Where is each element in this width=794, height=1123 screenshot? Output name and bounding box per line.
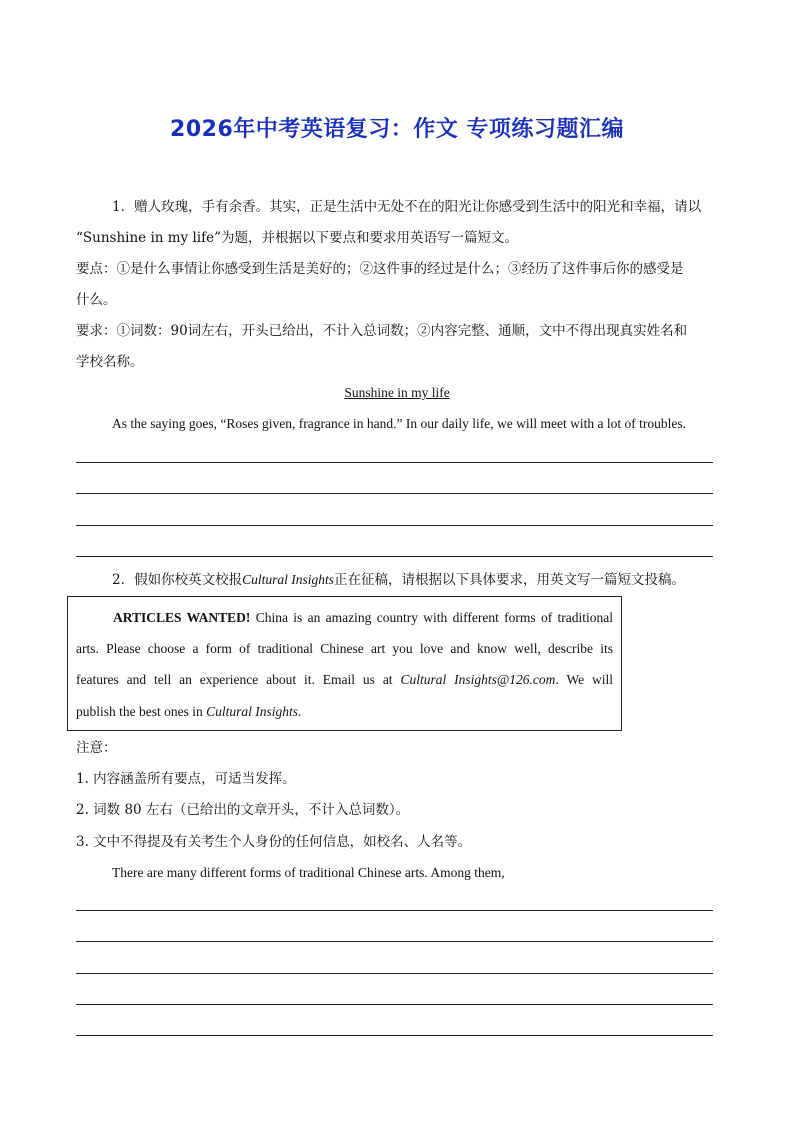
q1-prompt-line2: “Sunshine in my life”为题，并根据以下要点和要求用英语写一篇短文。 (76, 230, 518, 246)
box-line-4-end: . (298, 704, 302, 719)
q2-prompt-end: 正在征稿，请根据以下具体要求，用英文写一篇短文投稿。 (333, 572, 685, 588)
q1-essay-opening: As the saying goes, “Roses given, fragrance in hand.” In our daily life, we will meet with a lot of troubles. (112, 416, 686, 431)
q1-requirements-line2: 学校名称。 (76, 354, 144, 370)
box-heading: ARTICLES WANTED! (113, 610, 251, 625)
answer-line (76, 910, 713, 911)
notes-label: 注意： (76, 740, 117, 756)
answer-line (76, 525, 713, 526)
box-email: Cultural Insights@126.com (400, 672, 556, 687)
articles-wanted-box (67, 596, 622, 731)
note-item: 1. 内容涵盖所有要点，可适当发挥。 (76, 771, 296, 787)
q1-prompt-line1: 1．赠人玫瑰，手有余香。其实，正是生活中无处不在的阳光让你感受到生活中的阳光和幸福，请以 (112, 199, 702, 215)
answer-line (76, 973, 713, 974)
q2-prompt (112, 570, 685, 590)
box-line-3-end: . We will (555, 672, 613, 687)
q2-prompt-start: 2．假如你校英文校报 (112, 572, 243, 588)
box-magazine-name: Cultural Insights (206, 704, 299, 719)
q1-points-line1: 要点：①是什么事情让你感受到生活是美好的；②这件事的经过是什么；③经历了这件事后你的感受是 (76, 261, 684, 277)
answer-line (76, 493, 713, 494)
answer-line (76, 1035, 713, 1036)
q1-points-line2: 什么。 (76, 292, 117, 308)
box-line-1 (76, 608, 613, 628)
note-item: 3. 文中不得提及有关考生个人身份的任何信息，如校名、人名等。 (76, 834, 472, 850)
answer-line (76, 556, 713, 557)
box-line-1-text: China is an amazing country with different forms of traditional (250, 610, 613, 625)
box-line-4 (76, 702, 613, 722)
q2-essay-opening: There are many different forms of traditional Chinese arts. Among them, (112, 865, 505, 880)
box-line-3 (76, 670, 613, 690)
box-line-4-text: publish the best ones in (76, 704, 207, 719)
q1-requirements-line1: 要求：①词数：90词左右，开头已给出，不计入总词数；②内容完整、通顺，文中不得出现真实姓名和 (76, 323, 688, 339)
q2-magazine-name: Cultural Insights (242, 572, 334, 587)
box-line-2: arts. Please choose a form of traditional Chinese art you love and know well, describe its (76, 641, 613, 656)
answer-line (76, 941, 713, 942)
box-line-3-text: features and tell an experience about it. Email us at (76, 672, 401, 687)
answer-line (76, 1004, 713, 1005)
page-title: 2026年中考英语复习：作文 专项练习题汇编 (170, 117, 624, 142)
q1-essay-title: Sunshine in my life (344, 385, 450, 400)
answer-line (76, 462, 713, 463)
note-item: 2. 词数 80 左右（已给出的文章开头，不计入总词数）。 (76, 802, 410, 818)
